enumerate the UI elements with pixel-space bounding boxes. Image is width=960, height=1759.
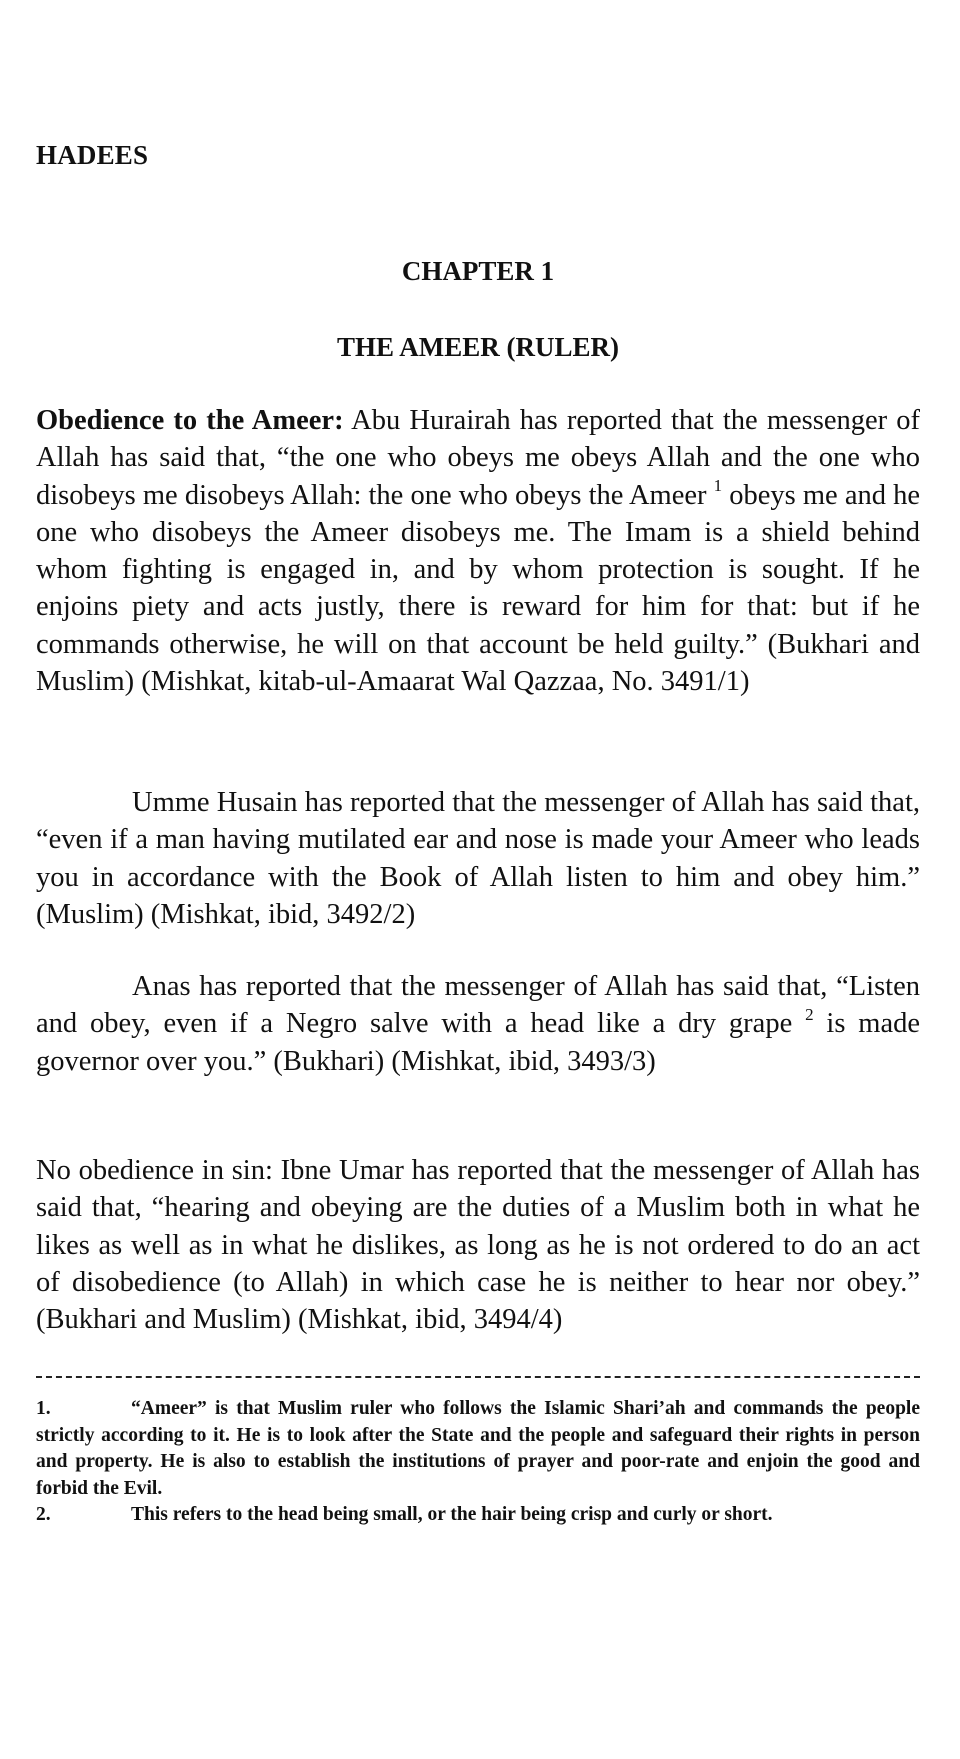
footnote-number: 1. bbox=[36, 1398, 51, 1419]
footnote-text: This refers to the head being small, or the hair being crisp and curly or short. bbox=[131, 1504, 773, 1525]
paragraph-text: is made governor over you.” (Bukhari) (Mishkat, ibid, 3493/3) bbox=[36, 1008, 920, 1077]
paragraph-obedience-to-ameer bbox=[36, 402, 920, 700]
footnote-text: “Ameer” is that Muslim ruler who follows the Islamic Shari’ah and commands the people strictly according to it. He is to look after the State and the people and safeguard their rights in person and property. He is also to establish the institutions of prayer and poor-rate and enjoin the good and forbid the Evil. bbox=[36, 1398, 920, 1499]
paragraph-text: Anas has reported that the messenger of Allah has said that, “Listen and obey, even if a Negro salve with a head like a dry grape bbox=[36, 971, 920, 1040]
footnote-divider bbox=[36, 1376, 920, 1378]
paragraph-text: obeys me and he one who disobeys the Ameer disobeys me. The Imam is a shield behind whom fighting is engaged in, and by whom protection is sought. If he enjoins piety and acts justly, there is reward for him for that: but if he commands otherwise, he will on that account be held guilty.” (Bukhari and Muslim) (Mishkat, kitab-ul-Amaarat Wal Qazzaa, No. 3491/1) bbox=[36, 479, 921, 698]
paragraph-heading: Obedience to the Ameer: bbox=[36, 405, 344, 436]
paragraph-anas bbox=[36, 968, 920, 1080]
paragraph-text: Abu Hurairah has reported that the messenger of Allah has said that, “the one who obeys me obeys Allah and the one who disobeys me disobeys Allah: the one who obeys the Ameer bbox=[36, 405, 920, 511]
footnote-ref-1[interactable]: 1 bbox=[713, 476, 723, 496]
footnote-number: 2. bbox=[36, 1504, 51, 1525]
section-label: HADEES bbox=[36, 140, 149, 170]
footnote-ref-2[interactable]: 2 bbox=[805, 1004, 814, 1024]
paragraph-text: Umme Husain has reported that the messenger of Allah has said that, “even if a man having mutilated ear and nose is made your Ameer who leads you in accordance with the Book of Allah listen to him and obey him.” (Muslim) (Mishkat, ibid, 3492/2) bbox=[36, 787, 920, 930]
paragraph-text: No obedience in sin: Ibne Umar has reported that the messenger of Allah has said that, “hearing and obeying are the duties of a Muslim both in what he likes as well as in what he dislikes, as long as he is not ordered to do an act of disobedience (to Allah) in which case he is neither to hear nor obey.” (Bukhari and Muslim) (Mishkat, ibid, 3494/4) bbox=[36, 1155, 920, 1336]
chapter-number: CHAPTER 1 bbox=[401, 256, 555, 286]
paragraph-no-obedience-in-sin bbox=[36, 1152, 920, 1338]
paragraph-umme-husain bbox=[36, 784, 920, 933]
footnote-2 bbox=[36, 1502, 920, 1529]
footnote-1 bbox=[36, 1396, 920, 1502]
footnotes bbox=[36, 1396, 920, 1529]
chapter-title: THE AMEER (RULER) bbox=[336, 332, 620, 362]
